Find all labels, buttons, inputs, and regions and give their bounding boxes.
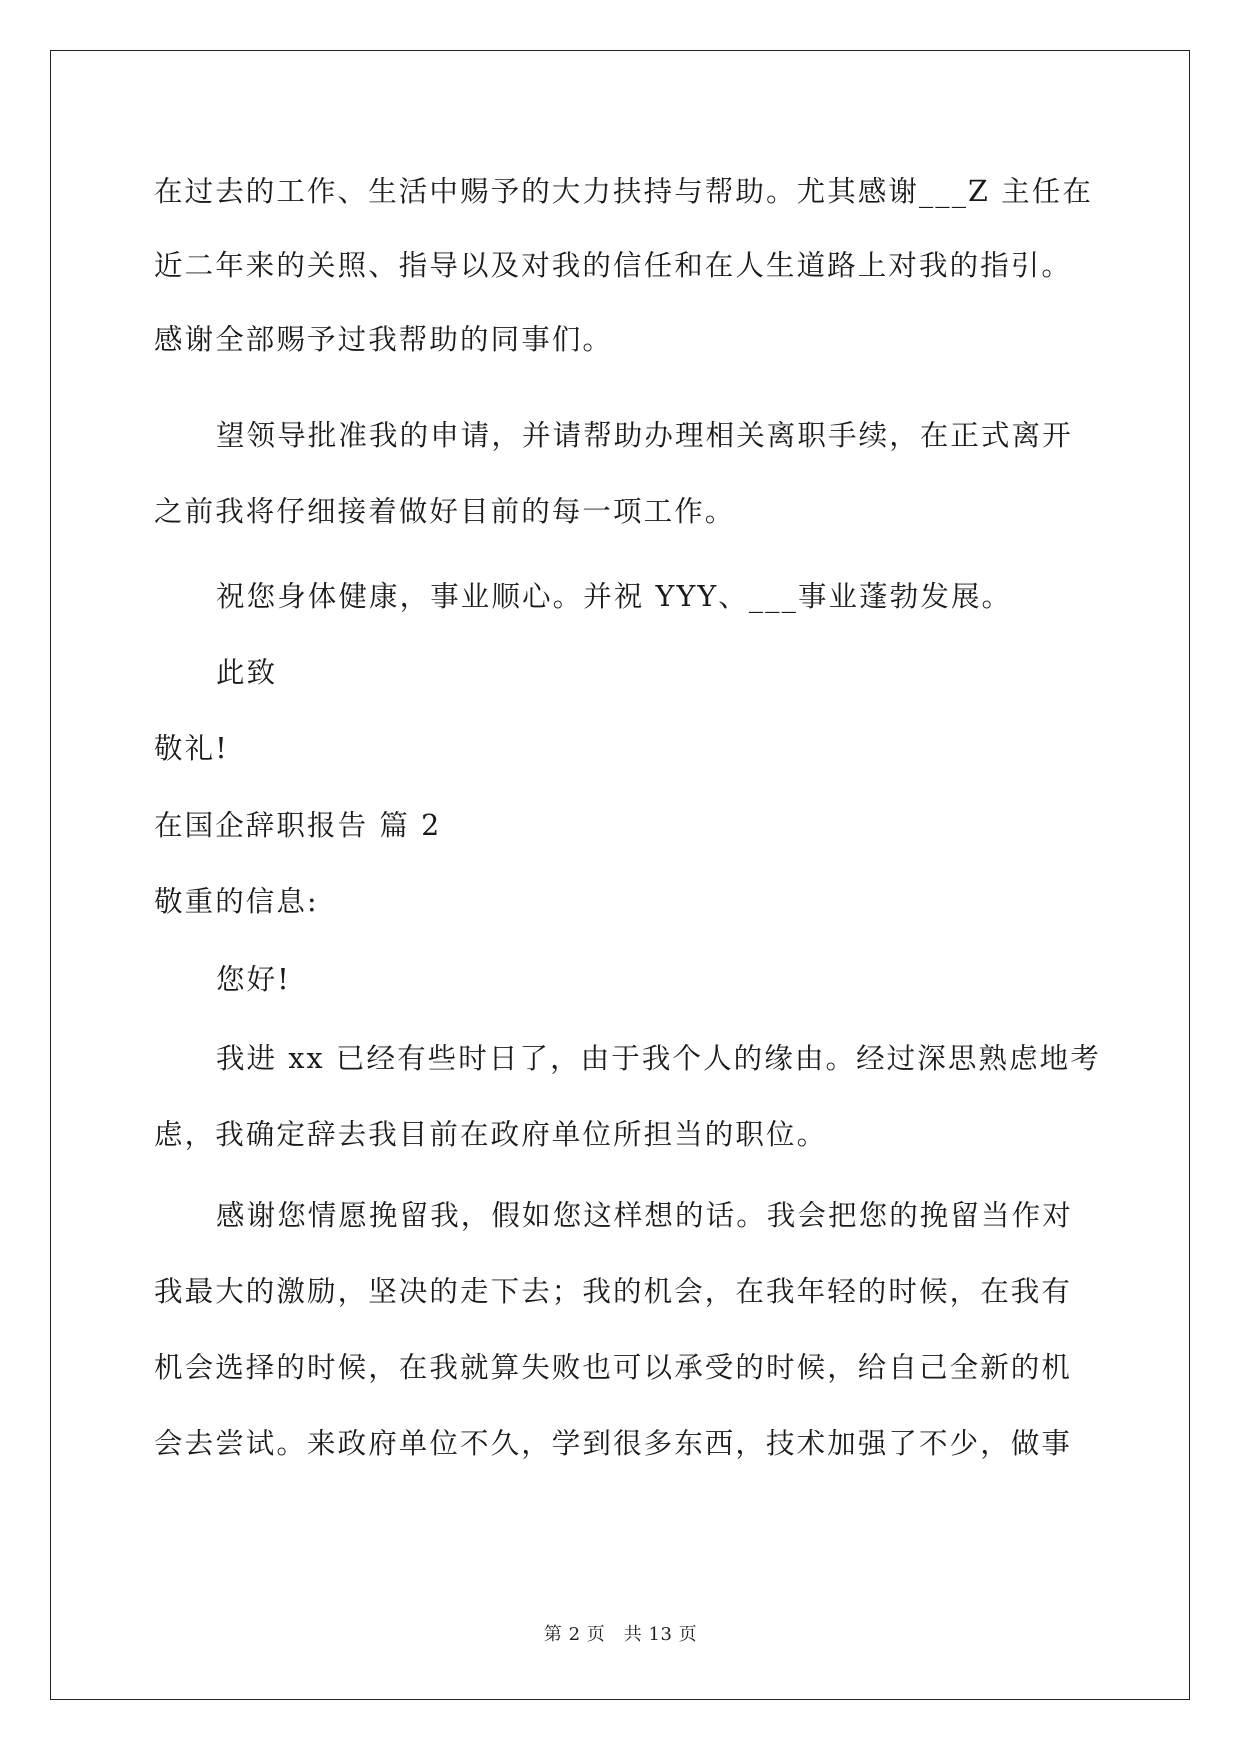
text-line: 感谢全部赐予过我帮助的同事们。 <box>154 323 614 356</box>
section-heading: 在国企辞职报告 篇 2 <box>154 809 442 842</box>
greeting-line: 您好! <box>216 963 291 996</box>
greeting: 敬重的信息: <box>154 885 319 918</box>
text-line: 会去尝试。来政府单位不久，学到很多东西，技术加强了不少，做事 <box>154 1427 1073 1460</box>
salutation: 敬礼! <box>154 732 229 765</box>
text-line: 近二年来的关照、指导以及对我的信任和在人生道路上对我的指引。 <box>154 249 1073 282</box>
paragraph-start: 祝您身体健康，事业顺心。并祝 YYY、___事业蓬勃发展。 <box>216 580 1013 613</box>
text-line: 在过去的工作、生活中赐予的大力扶持与帮助。尤其感谢___Z 主任在 <box>154 175 1093 208</box>
text-line: 之前我将仔细接着做好目前的每一项工作。 <box>154 495 736 528</box>
paragraph-start: 我进 xx 已经有些时日了，由于我个人的缘由。经过深思熟虑地考 <box>216 1042 1101 1075</box>
paragraph-start: 感谢您情愿挽留我，假如您这样想的话。我会把您的挽留当作对 <box>216 1199 1073 1232</box>
text-line: 我最大的激励，坚决的走下去；我的机会，在我年轻的时候，在我有 <box>154 1275 1073 1308</box>
paragraph-start: 望领导批准我的申请，并请帮助办理相关离职手续，在正式离开 <box>216 419 1073 452</box>
text-line: 虑，我确定辞去我目前在政府单位所担当的职位。 <box>154 1118 828 1151</box>
text-line: 机会选择的时候，在我就算失败也可以承受的时候，给自己全新的机 <box>154 1351 1073 1384</box>
page-footer: 第 2 页 共 13 页 <box>543 1624 698 1645</box>
closing-phrase: 此致 <box>216 656 278 689</box>
